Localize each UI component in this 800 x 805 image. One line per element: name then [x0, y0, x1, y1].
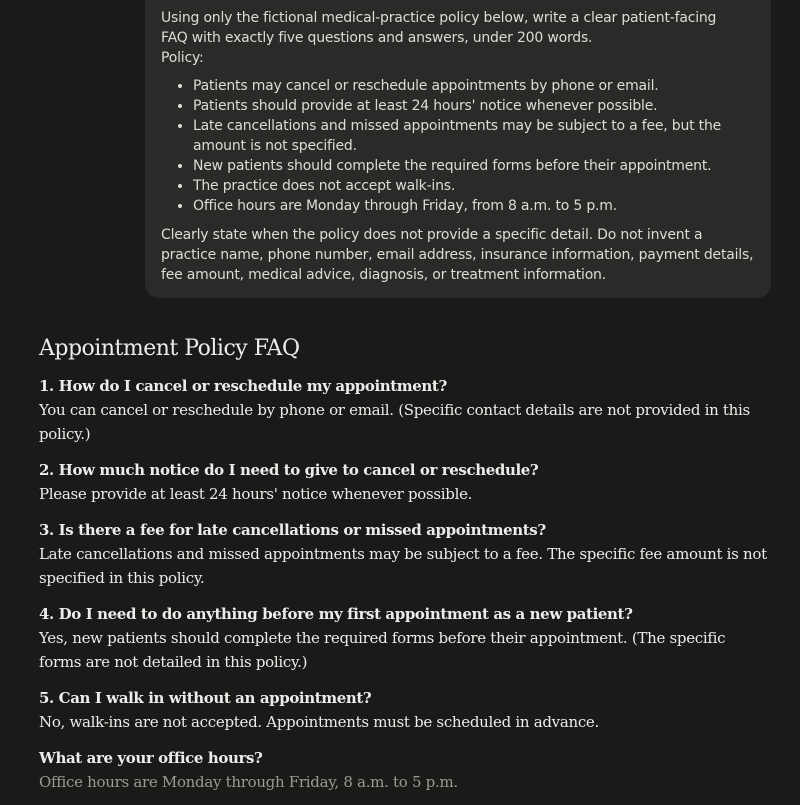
faq-answer: Please provide at least 24 hours' notice whenever possible. [39, 485, 473, 503]
faq-answer: Yes, new patients should complete the required forms before their appointment. (The specific forms are not detailed in this policy.) [39, 629, 726, 671]
policy-item: • Office hours are Monday through Friday, from 8 a.m. to 5 p.m. [193, 196, 755, 216]
policy-label: Policy: [161, 50, 204, 66]
faq-item [39, 374, 769, 446]
faq-item [39, 602, 769, 674]
faq-question: 5. Can I walk in without an appointment? [39, 689, 372, 707]
intro-line-1: Using only the fictional medical-practice policy below, write a clear patient-facing [161, 10, 717, 26]
policy-item: • New patients should complete the required forms before their appointment. [193, 156, 755, 176]
faq-question: What are your office hours? [39, 749, 263, 767]
user-message-bubble [145, 0, 771, 298]
policy-item: • The practice does not accept walk-ins. [193, 176, 755, 196]
user-message-closing: Clearly state when the policy does not provide a specific detail. Do not invent a practice name, phone number, email address, insurance information, payment details, fee amount, medical advice, diagnosis, or treatment information. [161, 227, 754, 283]
user-message-intro [161, 8, 755, 68]
faq-item [39, 518, 769, 590]
faq-question: 1. How do I cancel or reschedule my appointment? [39, 377, 447, 395]
faq-question: 2. How much notice do I need to give to cancel or reschedule? [39, 461, 539, 479]
faq-item [39, 746, 769, 794]
policy-item: • Patients may cancel or reschedule appointments by phone or email. [193, 76, 755, 96]
assistant-response [39, 334, 769, 805]
intro-line-2: FAQ with exactly five questions and answers, under 200 words. [161, 30, 593, 46]
policy-item: • Late cancellations and missed appointments may be subject to a fee, but the amount is not specified. [193, 116, 755, 156]
faq-item [39, 458, 769, 506]
policy-item: • Patients should provide at least 24 hours' notice whenever possible. [193, 96, 755, 116]
faq-answer: Office hours are Monday through Friday, 8 a.m. to 5 p.m. [39, 773, 458, 791]
response-title: Appointment Policy FAQ [39, 336, 300, 361]
faq-answer: Late cancellations and missed appointments may be subject to a fee. The specific fee amount is not specified in this policy. [39, 545, 767, 587]
faq-answer: No, walk-ins are not accepted. Appointments must be scheduled in advance. [39, 713, 599, 731]
faq-answer: You can cancel or reschedule by phone or email. (Specific contact details are not provided in this policy.) [39, 401, 750, 443]
policy-list [161, 76, 755, 216]
faq-question: 3. Is there a fee for late cancellations or missed appointments? [39, 521, 546, 539]
faq-question: 4. Do I need to do anything before my first appointment as a new patient? [39, 605, 633, 623]
faq-item [39, 686, 769, 734]
